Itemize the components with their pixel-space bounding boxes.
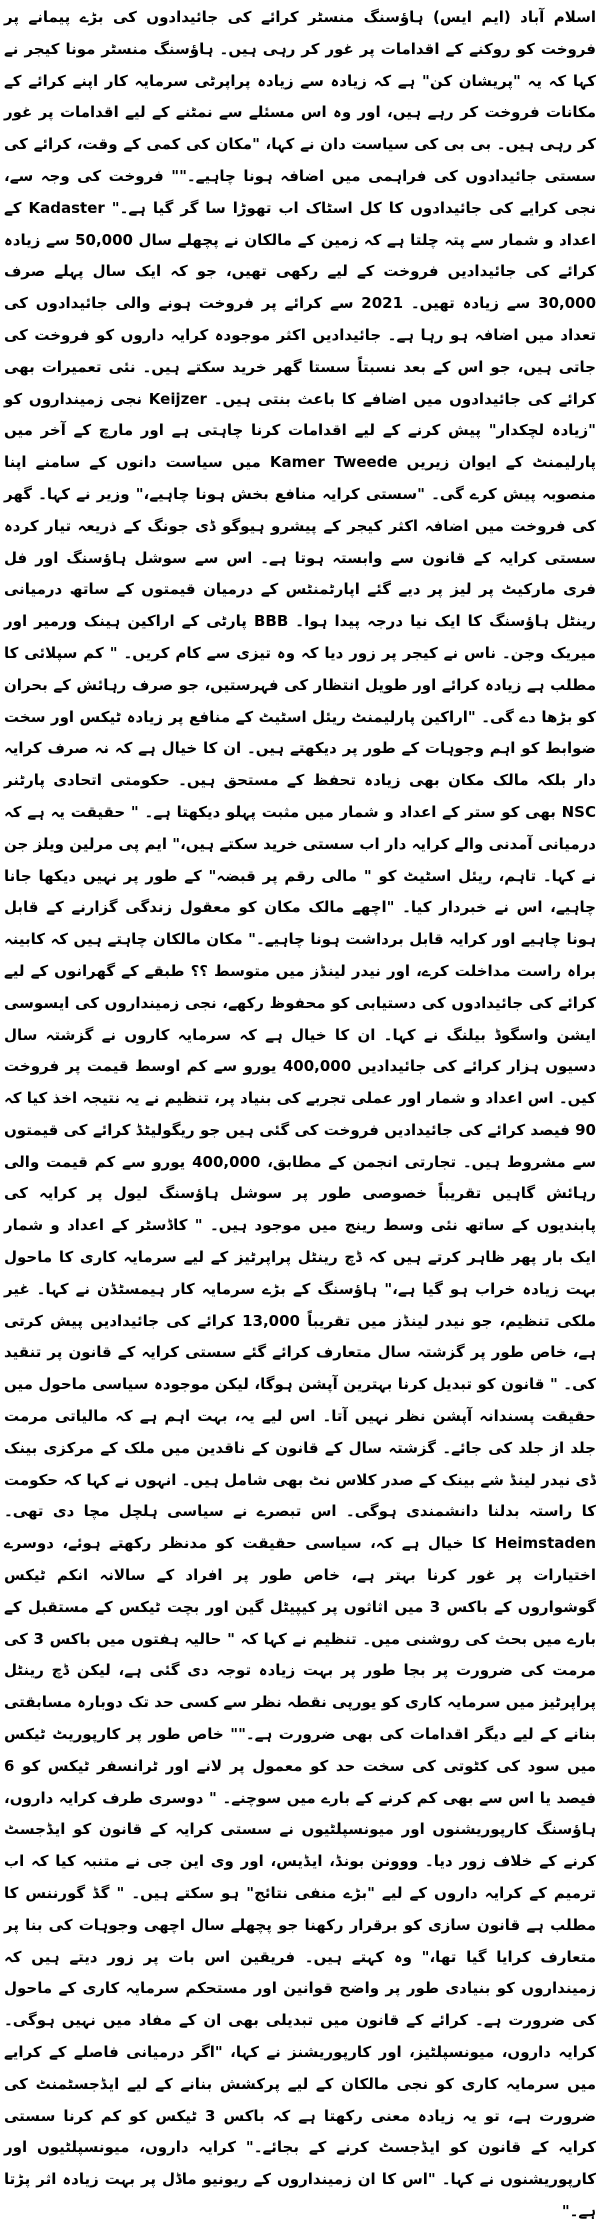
article-body: اسلام آباد (ایم ایس) ہاؤسنگ منسٹر کرائے کی جائیدادوں کی بڑے پیمانے پر فروخت کو روکنے کے اقدامات پر غور کر رہی ہیں۔ ہاؤسنگ منسٹر مونا کیجر نے کہا کہ یہ "پریشان کن" ہے کہ زیادہ سے زیادہ پراپرٹی سرمایہ کار اپنے کرائے کے مکانات فروخت کر رہے ہیں، اور وہ اس مسئلے سے نمٹنے کے لیے اقدامات پر غور کر رہی ہیں۔ بی بی کی سیاست دان نے کہا، "مکان کی کمی کے وقت، کرائے کی سستی جائیدادوں کی فراہمی میں اضافہ ہونا چاہیے۔"" فروخت کی وجہ سے، نجی کرایے کی جائیدادوں کا کل اسٹاک اب تھوڑا سا گر گیا ہے۔" Kadaster کے اعداد و شمار سے پتہ چلتا ہے کہ زمین کے مالکان نے پچھلے سال 50,000 سے زیادہ کرائے کی جائیدادیں فروخت کے لیے رکھی تھیں، جو کہ ایک سال پہلے صرف 30,000 سے زیادہ تھیں۔ 2021 سے کرائے پر فروخت ہونے والی جائیدادوں کی تعداد میں اضافہ ہو رہا ہے۔ جائیدادیں اکثر موجودہ کرایہ داروں کو فروخت کی جاتی ہیں، جو اس کے بعد نسبتاً سستا گھر خرید سکتے ہیں۔ نئی تعمیرات بھی کرائے کی جائیدادوں میں اضافے کا باعث بنتی ہیں۔ Keijzer نجی زمینداروں کو "زیادہ لچکدار" پیش کرنے کے لیے اقدامات کرنا چاہتی ہے اور مارچ کے آخر میں پارلیمنٹ کے ایوان زیریں Kamer Tweede میں سیاست دانوں کے سامنے اپنا منصوبہ پیش کرے گی۔ "سستی کرایہ منافع بخش ہونا چاہیے،" وزیر نے کہا۔ گھر کی فروخت میں اضافہ اکثر کیجر کے پیشرو ہیوگو ڈی جونگ کے ذریعہ تیار کردہ سستی کرایہ کے قانون سے وابستہ ہوتا ہے۔ اس سے سوشل ہاؤسنگ اور فل فری مارکیٹ پر لیز پر دیے گئے اپارٹمنٹس کے درمیان قیمتوں کے ساتھ درمیانی رینٹل ہاؤسنگ کا ایک نیا درجہ پیدا ہوا۔ BBB پارٹی کے اراکین ہینک ورمیر اور میریک وجن۔ ناس نے کیجر پر زور دیا کہ وہ تیزی سے کام کریں۔ " کم سپلائی کا مطلب ہے زیادہ کرائے اور طویل انتظار کی فہرستیں، جو صرف رہائش کے بحران کو بڑھا دے گی۔ "اراکین پارلیمنٹ ریئل اسٹیٹ کے منافع پر زیادہ ٹیکس اور سخت ضوابط کو اہم وجوہات کے طور پر دیکھتے ہیں۔ ان کا خیال ہے کہ نہ صرف کرایہ دار بلکہ مالک مکان بھی زیادہ تحفظ کے مستحق ہیں۔ حکومتی اتحادی پارٹنر NSC بھی کو ستر کے اعداد و شمار میں مثبت پہلو دیکھتا ہے۔ " حقیقت یہ ہے کہ درمیانی آمدنی والے کرایہ دار اب سستی خرید سکتے ہیں،" ایم پی مرلین ویلز جن نے کہا۔ تاہم، ریئل اسٹیٹ کو " مالی رقم پر قبضہ" کے طور پر نہیں دیکھا جانا چاہیے، اس نے خبردار کیا۔ "اچھے مالک مکان کو معقول زندگی گزارنے کے قابل ہونا چاہیے اور کرایہ قابل برداشت ہونا چاہیے۔" مکان مالکان چاہتے ہیں کہ کابینہ براہ راست مداخلت کرے، اور نیدر لینڈز میں متوسط ؟؟ طبقے کے گھرانوں کے لیے کرائے کی جائیدادوں کی دستیابی کو محفوظ رکھے، نجی زمینداروں کی ایسوسی ایشن واسگوڈ بیلنگ نے کہا۔ ان کا خیال ہے کہ سرمایہ کاروں نے گزشتہ سال دسیوں ہزار کرائے کی جائیدادیں 400,000 یورو سے کم اوسط قیمت پر فروخت کیں۔ اس اعداد و شمار اور عملی تجربے کی بنیاد پر، تنظیم نے یہ نتیجہ اخذ کیا کہ 90 فیصد کرائے کی جائیدادیں فروخت کی گئی ہیں جو ریگولیٹڈ کرائے کی قیمتوں سے مشروط ہیں۔ تجارتی انجمن کے مطابق، 400,000 یورو سے کم قیمت والی رہائش گاہیں تقریباً خصوصی طور پر سوشل ہاؤسنگ لیول پر کرایہ کی پابندیوں کے ساتھ نئی وسط رینج میں موجود ہیں۔ " کاڈسٹر کے اعداد و شمار ایک بار پھر ظاہر کرتے ہیں کہ ڈچ رینٹل پراپرٹیز کے لیے سرمایہ کاری کا ماحول بہت زیادہ خراب ہو گیا ہے،" ہاؤسنگ کے بڑے سرمایہ کار ہیمسٹڈن نے کہا۔ غیر ملکی تنظیم، جو نیدر لینڈز میں تقریباً 13,000 کرائے کی جائیدادیں پیش کرتی ہے، خاص طور پر گزشتہ سال متعارف کرائے گئے سستی کرایہ کے قانون پر تنقید کی۔ " قانون کو تبدیل کرنا بہترین آپشن ہوگا، لیکن موجودہ سیاسی ماحول میں حقیقت پسندانہ آپشن نظر نہیں آتا۔ اس لیے یہ، بہت اہم ہے کہ مالیاتی مرمت جلد از جلد کی جائے۔ گزشتہ سال کے قانون کے ناقدین میں ملک کے مرکزی بینک ڈی نیدر لینڈ شے بینک کے صدر کلاس نٹ بھی شامل ہیں۔ انہوں نے کہا کہ حکومت کا راستہ بدلنا دانشمندی ہوگی۔ اس تبصرے نے سیاسی ہلچل مچا دی تھی۔ Heimstaden کا خیال ہے کہ، سیاسی حقیقت کو مدنظر رکھتے ہوئے، دوسرے اختیارات پر غور کرنا بہتر ہے، خاص طور پر افراد کے سالانہ انکم ٹیکس گوشواروں کے باکس 3 میں اثاثوں پر کیپیٹل گین اور بچت ٹیکس کے مستقبل کے بارے میں بحث کی روشنی میں۔ تنظیم نے کہا کہ " حالیہ ہفتوں میں باکس 3 کی مرمت کی ضرورت پر بجا طور پر بہت زیادہ توجہ دی گئی ہے، لیکن ڈچ رینٹل پراپرٹیز میں سرمایہ کاری کو یورپی نقطہ نظر سے کسی حد تک دوبارہ مسابقتی بنانے کے لیے دیگر اقدامات کی بھی ضرورت ہے۔"" خاص طور پر کارپوریٹ ٹیکس میں سود کی کٹوتی کی سخت حد کو معمول پر لانے اور ٹرانسفر ٹیکس کو 6 فیصد یا اس سے بھی کم کرنے کے بارے میں سوچنے۔ " دوسری طرف کرایہ داروں، ہاؤسنگ کارپوریشنوں اور میونسپلٹیوں نے سستی کرایہ کے قانون کو ایڈجسٹ کرنے کے خلاف زور دیا۔ ووونن بونڈ، ایڈیس، اور وی این جی نے متنبہ کیا کہ اب ترمیم کے کرایہ داروں کے لیے "بڑے منفی نتائج" ہو سکتے ہیں۔ " گڈ گورننس کا مطلب ہے قانون سازی کو برقرار رکھنا جو پچھلے سال اچھی وجوہات کی بنا پر متعارف کرایا گیا تھا،" وہ کہتے ہیں۔ فریقین اس بات پر زور دیتے ہیں کہ زمینداروں کو بنیادی طور پر واضح قوانین اور مستحکم سرمایہ کاری کے ماحول کی ضرورت ہے۔ کرائے کے قانون میں تبدیلی بھی ان کے مفاد میں نہیں ہوگی۔ کرایہ داروں، میونسپلٹیز، اور کارپوریشنز نے کہا، "اگر درمیانی فاصلے کے کرایے میں سرمایہ کاری کو نجی مالکان کے لیے پرکشش بنانے کے لیے ایڈجسٹمنٹ کی ضرورت ہے، تو یہ زیادہ معنی رکھتا ہے کہ باکس 3 ٹیکس کو کم کرنا سستی کرایہ کے قانون کو ایڈجسٹ کرنے کے بجائے۔" کرایہ داروں، میونسپلٹیوں اور کارپوریشنوں نے کہا۔ "اس کا ان زمینداروں کے ریونیو ماڈل پر بہت زیادہ اثر پڑتا ہے۔" [4, 8, 597, 2220]
